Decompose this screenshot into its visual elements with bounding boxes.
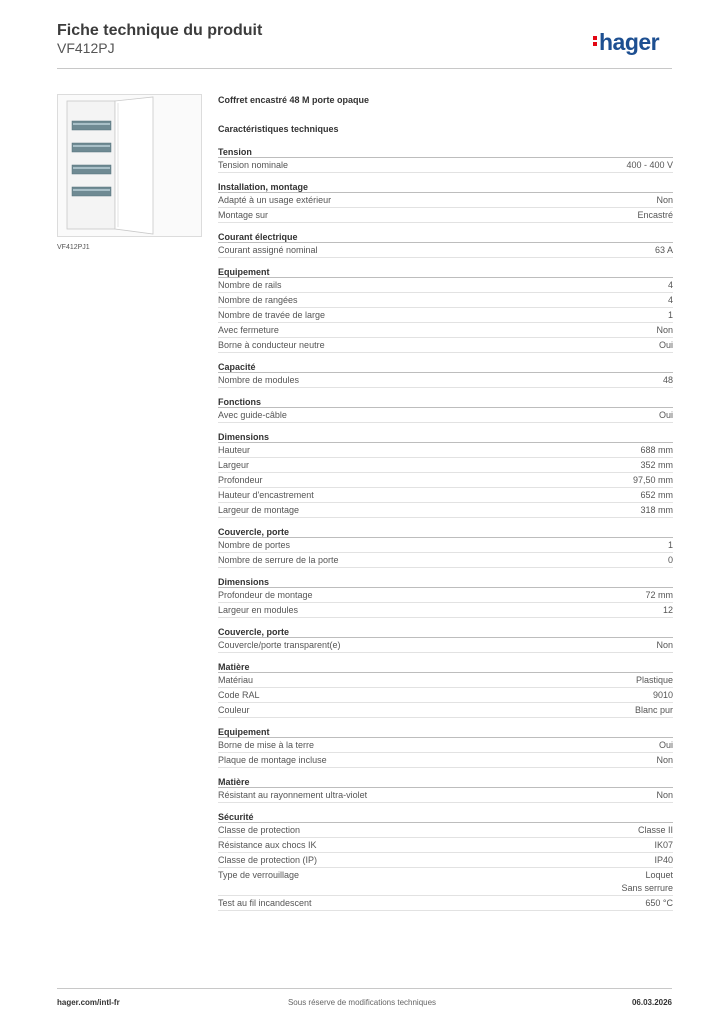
spec-label: Couvercle/porte transparent(e) (218, 640, 341, 650)
spec-label: Largeur en modules (218, 605, 299, 615)
spec-group-title: Matière (218, 776, 673, 788)
spec-group (218, 576, 673, 618)
page-title: Fiche technique du produit (57, 22, 263, 39)
spec-label: Hauteur d'encastrement (218, 490, 314, 500)
spec-value: 352 mm (640, 460, 673, 470)
spec-row (218, 458, 673, 473)
spec-label: Borne à conducteur neutre (218, 340, 325, 350)
spec-row (218, 338, 673, 353)
spec-group (218, 526, 673, 568)
footer-date: 06.03.2026 (631, 998, 672, 1007)
spec-row (218, 488, 673, 503)
spec-value: Encastré (637, 210, 673, 220)
spec-value: 63 A (654, 245, 673, 255)
spec-row (218, 293, 673, 308)
spec-label: Résistant au rayonnement ultra-violet (218, 790, 368, 800)
product-reference: VF412PJ (57, 40, 115, 56)
spec-row (218, 408, 673, 423)
specs-title: Caractéristiques techniques (218, 124, 339, 134)
spec-group (218, 396, 673, 423)
footer-divider (57, 988, 672, 989)
spec-label: Largeur de montage (218, 505, 300, 515)
spec-value: Oui (658, 740, 673, 750)
spec-row (218, 278, 673, 293)
spec-group-title: Equipement (218, 726, 673, 738)
spec-label: Nombre de modules (218, 375, 300, 385)
enclosure-illustration-icon (58, 95, 201, 236)
spec-label: Nombre de rails (218, 280, 282, 290)
spec-value: Non (656, 325, 673, 335)
spec-group (218, 626, 673, 653)
spec-label: Courant assigné nominal (218, 245, 318, 255)
spec-value: Non (656, 640, 673, 650)
spec-groups (218, 146, 673, 911)
spec-row (218, 158, 673, 173)
spec-row (218, 896, 673, 911)
spec-value: 97,50 mm (632, 475, 673, 485)
spec-value: 650 °C (645, 898, 673, 908)
spec-row (218, 603, 673, 618)
spec-group-title: Installation, montage (218, 181, 673, 193)
spec-row (218, 738, 673, 753)
spec-label: Plaque de montage incluse (218, 755, 327, 765)
spec-value: 1 (667, 310, 673, 320)
spec-group-title: Equipement (218, 266, 673, 278)
spec-row (218, 788, 673, 803)
product-image (57, 94, 202, 237)
spec-value: 48 (662, 375, 673, 385)
spec-value: 0 (667, 555, 673, 565)
spec-row (218, 853, 673, 868)
spec-row (218, 588, 673, 603)
spec-row (218, 443, 673, 458)
spec-value: Non (656, 195, 673, 205)
spec-row (218, 308, 673, 323)
spec-group (218, 361, 673, 388)
spec-label: Couleur (218, 705, 250, 715)
logo-text: hager (599, 29, 660, 55)
spec-row (218, 503, 673, 518)
spec-value: 652 mm (640, 490, 673, 500)
image-caption: VF412PJ1 (57, 244, 90, 251)
spec-row (218, 538, 673, 553)
spec-value: Blanc pur (634, 705, 673, 715)
spec-value: Non (656, 755, 673, 765)
footer-notice: Sous réserve de modifications techniques (287, 998, 437, 1007)
spec-group-title: Dimensions (218, 576, 673, 588)
spec-value: Loquet Sans serrure (621, 870, 673, 893)
spec-group-title: Capacité (218, 361, 673, 373)
spec-group-title: Matière (218, 661, 673, 673)
spec-label: Borne de mise à la terre (218, 740, 315, 750)
hager-logo (593, 29, 659, 56)
spec-row (218, 673, 673, 688)
spec-value: 12 (662, 605, 673, 615)
spec-value: 318 mm (640, 505, 673, 515)
spec-row (218, 193, 673, 208)
spec-label: Classe de protection (218, 825, 301, 835)
spec-label: Largeur (218, 460, 250, 470)
spec-value: Classe II (637, 825, 673, 835)
spec-row (218, 753, 673, 768)
spec-group-title: Dimensions (218, 431, 673, 443)
spec-value: Oui (658, 410, 673, 420)
spec-value: 1 (667, 540, 673, 550)
spec-row (218, 703, 673, 718)
spec-group (218, 231, 673, 258)
spec-value: IK07 (654, 840, 673, 850)
spec-label: Nombre de serrure de la porte (218, 555, 339, 565)
header-divider (57, 68, 672, 69)
spec-row (218, 688, 673, 703)
spec-group (218, 661, 673, 718)
spec-label: Résistance aux chocs IK (218, 840, 317, 850)
spec-group (218, 181, 673, 223)
spec-label: Adapté à un usage extérieur (218, 195, 332, 205)
spec-row (218, 823, 673, 838)
spec-label: Nombre de travée de large (218, 310, 326, 320)
spec-value: 9010 (652, 690, 673, 700)
spec-group-title: Couvercle, porte (218, 626, 673, 638)
spec-value: 4 (667, 295, 673, 305)
spec-label: Avec guide-câble (218, 410, 287, 420)
spec-group (218, 811, 673, 911)
spec-row (218, 243, 673, 258)
spec-group (218, 146, 673, 173)
spec-group-title: Fonctions (218, 396, 673, 408)
footer-website[interactable]: hager.com/intl-fr (57, 998, 120, 1007)
spec-label: Code RAL (218, 690, 260, 700)
spec-group-title: Sécurité (218, 811, 673, 823)
spec-sheet (218, 95, 673, 919)
spec-value: IP40 (654, 855, 673, 865)
spec-label: Hauteur (218, 445, 251, 455)
spec-row (218, 473, 673, 488)
spec-label: Profondeur (218, 475, 263, 485)
spec-value: 4 (667, 280, 673, 290)
spec-value: Oui (658, 340, 673, 350)
spec-value: 400 - 400 V (626, 160, 673, 170)
spec-group-title: Tension (218, 146, 673, 158)
spec-label: Nombre de portes (218, 540, 291, 550)
spec-label: Test au fil incandescent (218, 898, 312, 908)
spec-group (218, 726, 673, 768)
spec-row (218, 868, 673, 896)
spec-value: Plastique (635, 675, 673, 685)
spec-value: 688 mm (640, 445, 673, 455)
spec-label: Avec fermeture (218, 325, 279, 335)
spec-label: Classe de protection (IP) (218, 855, 318, 865)
spec-row (218, 838, 673, 853)
spec-label: Montage sur (218, 210, 269, 220)
spec-row (218, 553, 673, 568)
product-description: Coffret encastré 48 M porte opaque (218, 95, 370, 105)
spec-row (218, 373, 673, 388)
spec-group (218, 266, 673, 353)
spec-row (218, 323, 673, 338)
spec-value: Non (656, 790, 673, 800)
spec-group-title: Couvercle, porte (218, 526, 673, 538)
spec-label: Nombre de rangées (218, 295, 298, 305)
spec-group (218, 431, 673, 518)
spec-value: 72 mm (645, 590, 673, 600)
spec-group-title: Courant électrique (218, 231, 673, 243)
logo-dots-icon (593, 34, 597, 48)
spec-label: Profondeur de montage (218, 590, 313, 600)
spec-group (218, 776, 673, 803)
spec-row (218, 208, 673, 223)
spec-label: Type de verrouillage (218, 870, 300, 880)
spec-label: Tension nominale (218, 160, 289, 170)
spec-label: Matériau (218, 675, 254, 685)
spec-row (218, 638, 673, 653)
